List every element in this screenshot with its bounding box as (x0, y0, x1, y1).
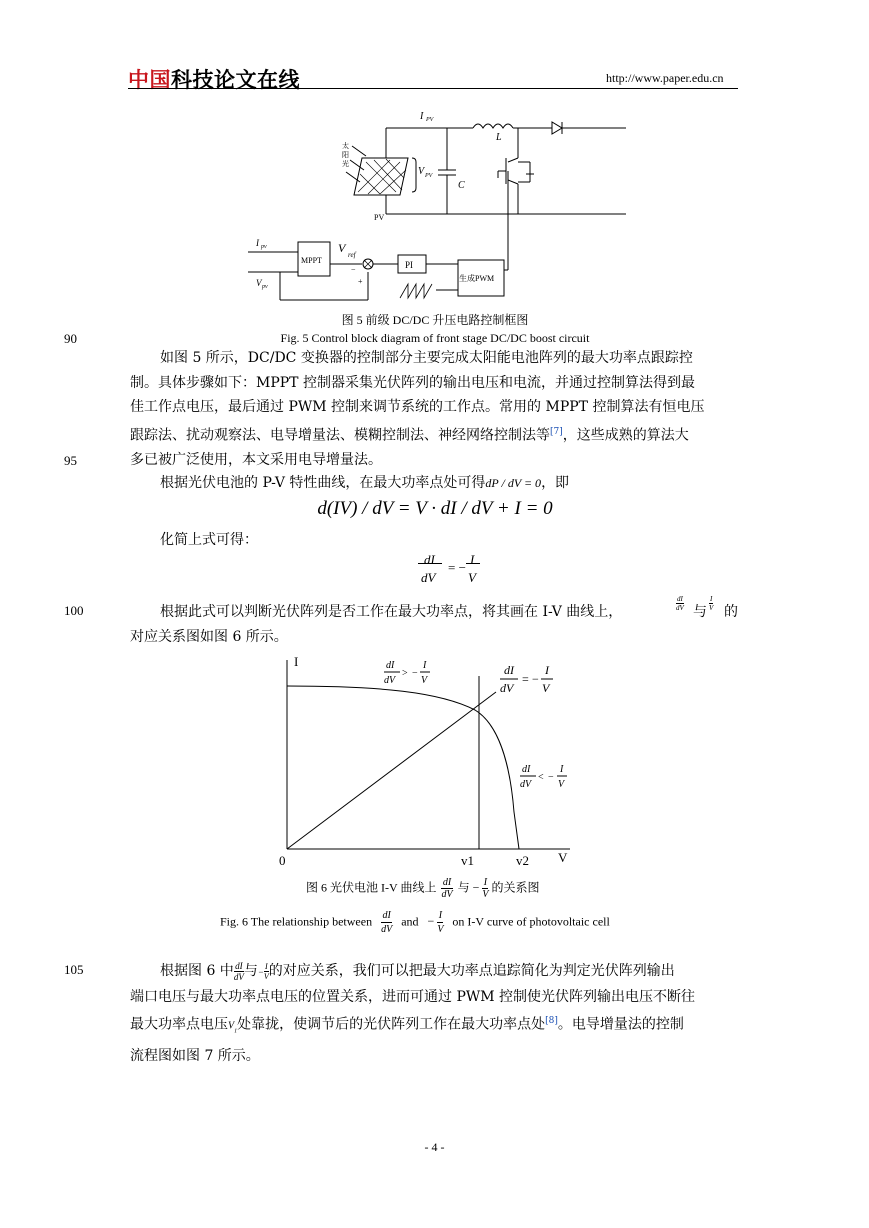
fig5-pi-block: PI (405, 260, 414, 270)
paragraph-4 (130, 595, 740, 649)
fig6-right-dV: dV (520, 779, 532, 790)
fig5-label-vpv: V (418, 166, 425, 177)
fig6-caption-en-c: on I-V curve of photovoltaic cell (452, 914, 610, 929)
fig6-caption-cn-a: 图 6 光伏电池 I-V 曲线上 (306, 880, 437, 895)
fig5-label-vpv-in: V (256, 278, 262, 288)
fig6-en-frac-num: dI (382, 910, 391, 921)
fig6-left-I: I (423, 660, 427, 671)
fig6-right-I: I (560, 764, 564, 775)
fig5-label-ipv: I (420, 111, 424, 122)
paragraph-5 (130, 959, 740, 1068)
p2-equation-inline: dP / dV = 0 (485, 476, 542, 490)
fig6-left-V: V (421, 675, 428, 686)
fig6-caption-cn-c: 的关系图 (491, 880, 540, 895)
fig5-minus: − (351, 265, 356, 274)
fig6-cap-frac-den: dV (441, 889, 453, 900)
paragraph-2 (130, 471, 740, 496)
p4-frac2-den: V (709, 604, 714, 612)
fig6-mid-dV: dV (500, 681, 514, 695)
fig5-label-vpv-in-sub: pv (262, 284, 268, 290)
p5-frac2-num: I (265, 961, 268, 971)
eq2-right-numerator: I (470, 552, 475, 567)
fig5-mppt-block: MPPT (301, 256, 322, 265)
fig6-en-frac-den: dV (381, 924, 393, 935)
fig5-sun-3: 光 (342, 160, 349, 168)
fig6-iv-curve-line (287, 686, 519, 849)
fig6-mid-dI: dI (504, 663, 514, 677)
fig6-axis-x-label: V (558, 850, 568, 865)
fig5-label-C: C (458, 180, 465, 191)
header-url[interactable]: http://www.paper.edu.cn (606, 71, 724, 85)
fig5-label-vpv-sub: PV (425, 173, 433, 179)
eq2-equals-minus: = − (448, 560, 466, 575)
header-rule (128, 88, 738, 89)
fig6-mid-I: I (545, 663, 549, 677)
p1-line-4-text: 跟踪法、扰动观察法、电导增量法、模糊控制法、神经网络控制法等 (130, 427, 550, 444)
fig6-caption-frac-IV (482, 877, 488, 900)
p5-line-2: 端口电压与最大功率点电压的位置关系，进而可通过 PWM 控制使光伏阵列输出电压不断往 (130, 988, 696, 1005)
page-number: - 4 - (424, 1140, 445, 1154)
eq2-fraction-bar (418, 563, 442, 564)
fig5-circuit-diagram (240, 100, 640, 305)
line-number-95: 95 (64, 453, 77, 468)
fig5-plus: + (358, 277, 363, 286)
fig6-cap-frac2-num: I (483, 877, 488, 888)
fig6-left-sign: > (402, 668, 408, 679)
p4-frac-dIdV (676, 595, 684, 612)
fig6-cap-frac-num: dI (442, 877, 452, 888)
p4-frac-den: dV (676, 604, 684, 612)
p1-line-3: 佳工作点电压，最后通过 PWM 控制来调节系统的工作点。常用的 MPPT 控制算法有恒电压 (130, 399, 705, 415)
p4-text: 根据此式可以判断光伏阵列是否工作在最大功率点，将其画在 I-V 曲线上， (160, 604, 623, 620)
line-number-100: 100 (64, 603, 84, 618)
fig6-caption-en-a: Fig. 6 The relationship between (220, 914, 373, 929)
fig6-mid-minus: − (532, 672, 539, 686)
fig6-mid-V: V (542, 681, 550, 695)
fig5-sun-1: 太 (342, 142, 349, 150)
fig5-label-vref: V (338, 241, 346, 255)
logo-red-part: 中国 (128, 68, 171, 92)
fig6-right-minus: − (548, 772, 554, 783)
fig6-iv-curve (270, 652, 590, 872)
fig6-en-frac2-den: V (437, 924, 444, 935)
fig6-caption-frac-dIdV (441, 877, 452, 900)
eq2-right-denominator: V (468, 570, 476, 585)
eq2-numerator: dI (424, 552, 435, 567)
fig5-caption-cn: 图 5 前级 DC/DC 升压电路控制框图 (341, 313, 529, 327)
line-number-105: 105 (64, 962, 84, 977)
fig6-left-minus: − (412, 668, 418, 679)
equation-2 (418, 552, 488, 592)
p4-frac2-num: I (709, 595, 713, 603)
eq2-denominator: dV (421, 570, 436, 585)
fig6-caption-en-frac-IV (437, 909, 443, 936)
paragraph-1 (130, 346, 740, 472)
p5-minus: − (257, 967, 264, 977)
fig5-sun-2: 阳 (342, 151, 349, 159)
paragraph-3 (130, 528, 740, 553)
p4-line-2: 对应关系图如图 6 所示。 (130, 628, 288, 645)
p4-and: 与 (693, 604, 707, 620)
p5-line-3-c: 。电导增量法的控制 (557, 1016, 684, 1033)
p4-frac-num: dI (676, 595, 683, 603)
p2-tail: ，即 (541, 475, 570, 491)
fig5-label-ipv-in-sub: pv (261, 244, 267, 250)
fig5-label-L: L (496, 132, 502, 143)
p2-text: 根据光伏电池的 P-V 特性曲线，在最大功率点处可得 (160, 475, 486, 491)
p1-line-5: 多已被广泛使用，本文采用电导增量法。 (130, 451, 382, 468)
citation-8[interactable]: [8] (545, 1016, 558, 1026)
citation-7[interactable]: [7] (550, 426, 563, 437)
eq2-right-bar (466, 563, 480, 564)
fig6-axis-y-label: I (294, 654, 299, 669)
fig6-caption-cn-b: 与 (457, 880, 470, 895)
p4-frac-IV (709, 595, 713, 612)
p1-line-4 (130, 420, 740, 448)
p1-line-4-tail: ，这些成熟的算法大 (562, 427, 689, 444)
equation-1: d(IV) / dV = V · dI / dV + I = 0 (317, 498, 553, 519)
p5-frac-den: dV (233, 971, 244, 982)
fig6-caption-en-minus: − (427, 914, 435, 929)
fig6-left-dI: dI (386, 660, 395, 671)
fig5-pwm-block: 生成PWM (459, 274, 495, 283)
p5-line-3-a: 最大功率点电压 (130, 1016, 228, 1033)
p5-line-3-b: 处靠拢，使调节后的光伏阵列工作在最大功率点处 (237, 1016, 546, 1033)
p3-text: 化简上式可得： (160, 532, 258, 548)
fig6-v1-label: v1 (461, 853, 474, 868)
fig6-caption-en-frac-dIdV (381, 909, 392, 936)
p5-and: 与 (243, 963, 258, 979)
fig6-right-V: V (558, 779, 565, 790)
fig6-caption-en-b: and (401, 914, 419, 929)
journal-logo (128, 64, 300, 94)
fig5-caption-en: Fig. 5 Control block diagram of front stage DC/DC boost circuit (280, 331, 590, 345)
fig6-mid-sign: = (522, 672, 529, 686)
p5-frac2-den: V (263, 971, 269, 981)
fig6-cap-frac2-den: V (482, 889, 489, 900)
p5-line-3 (130, 1009, 740, 1044)
p4-tail: 的 (724, 604, 738, 620)
fig6-right-sign: < (538, 772, 544, 783)
p5-frac-num: dI (235, 960, 243, 971)
fig5-label-ipv-in: I (256, 238, 259, 248)
fig6-load-line (287, 692, 496, 849)
fig6-origin: 0 (279, 853, 286, 868)
p5-text-c: 的对应关系，我们可以把最大功率点追踪简化为判定光伏阵列输出 (268, 963, 675, 979)
p5-line-4: 流程图如图 7 所示。 (130, 1047, 260, 1064)
logo-black-part: 科技论文在线 (171, 68, 300, 92)
fig5-label-vref-sub: ref (348, 251, 356, 259)
fig6-left-dV: dV (384, 675, 396, 686)
fig5-label-ipv-sub: PV (426, 117, 434, 123)
fig6-caption-minus: − (472, 880, 480, 895)
fig6-v2-label: v2 (516, 853, 529, 868)
p5-text-a: 根据图 6 中 (160, 963, 234, 979)
fig6-right-dI: dI (522, 764, 531, 775)
fig5-label-pv: PV (374, 213, 385, 222)
p5-frac-dIdV (234, 961, 244, 982)
p1-line-2: 制。具体步骤如下：MPPT 控制器采集光伏阵列的输出电压和电流，并通过控制算法得到最 (130, 374, 695, 391)
fig6-en-frac2-num: I (438, 910, 443, 921)
p5-v1-sub: 1 (234, 1028, 238, 1035)
p1-line-1: 如图 5 所示，DC/DC 变换器的控制部分主要完成太阳能电池阵列的最大功率点跟踪控 (160, 350, 693, 366)
p5-v1: V (228, 1020, 235, 1032)
fig6-caption-en (220, 909, 610, 943)
line-number-90: 90 (64, 331, 77, 346)
fig6-caption-cn (306, 877, 539, 907)
